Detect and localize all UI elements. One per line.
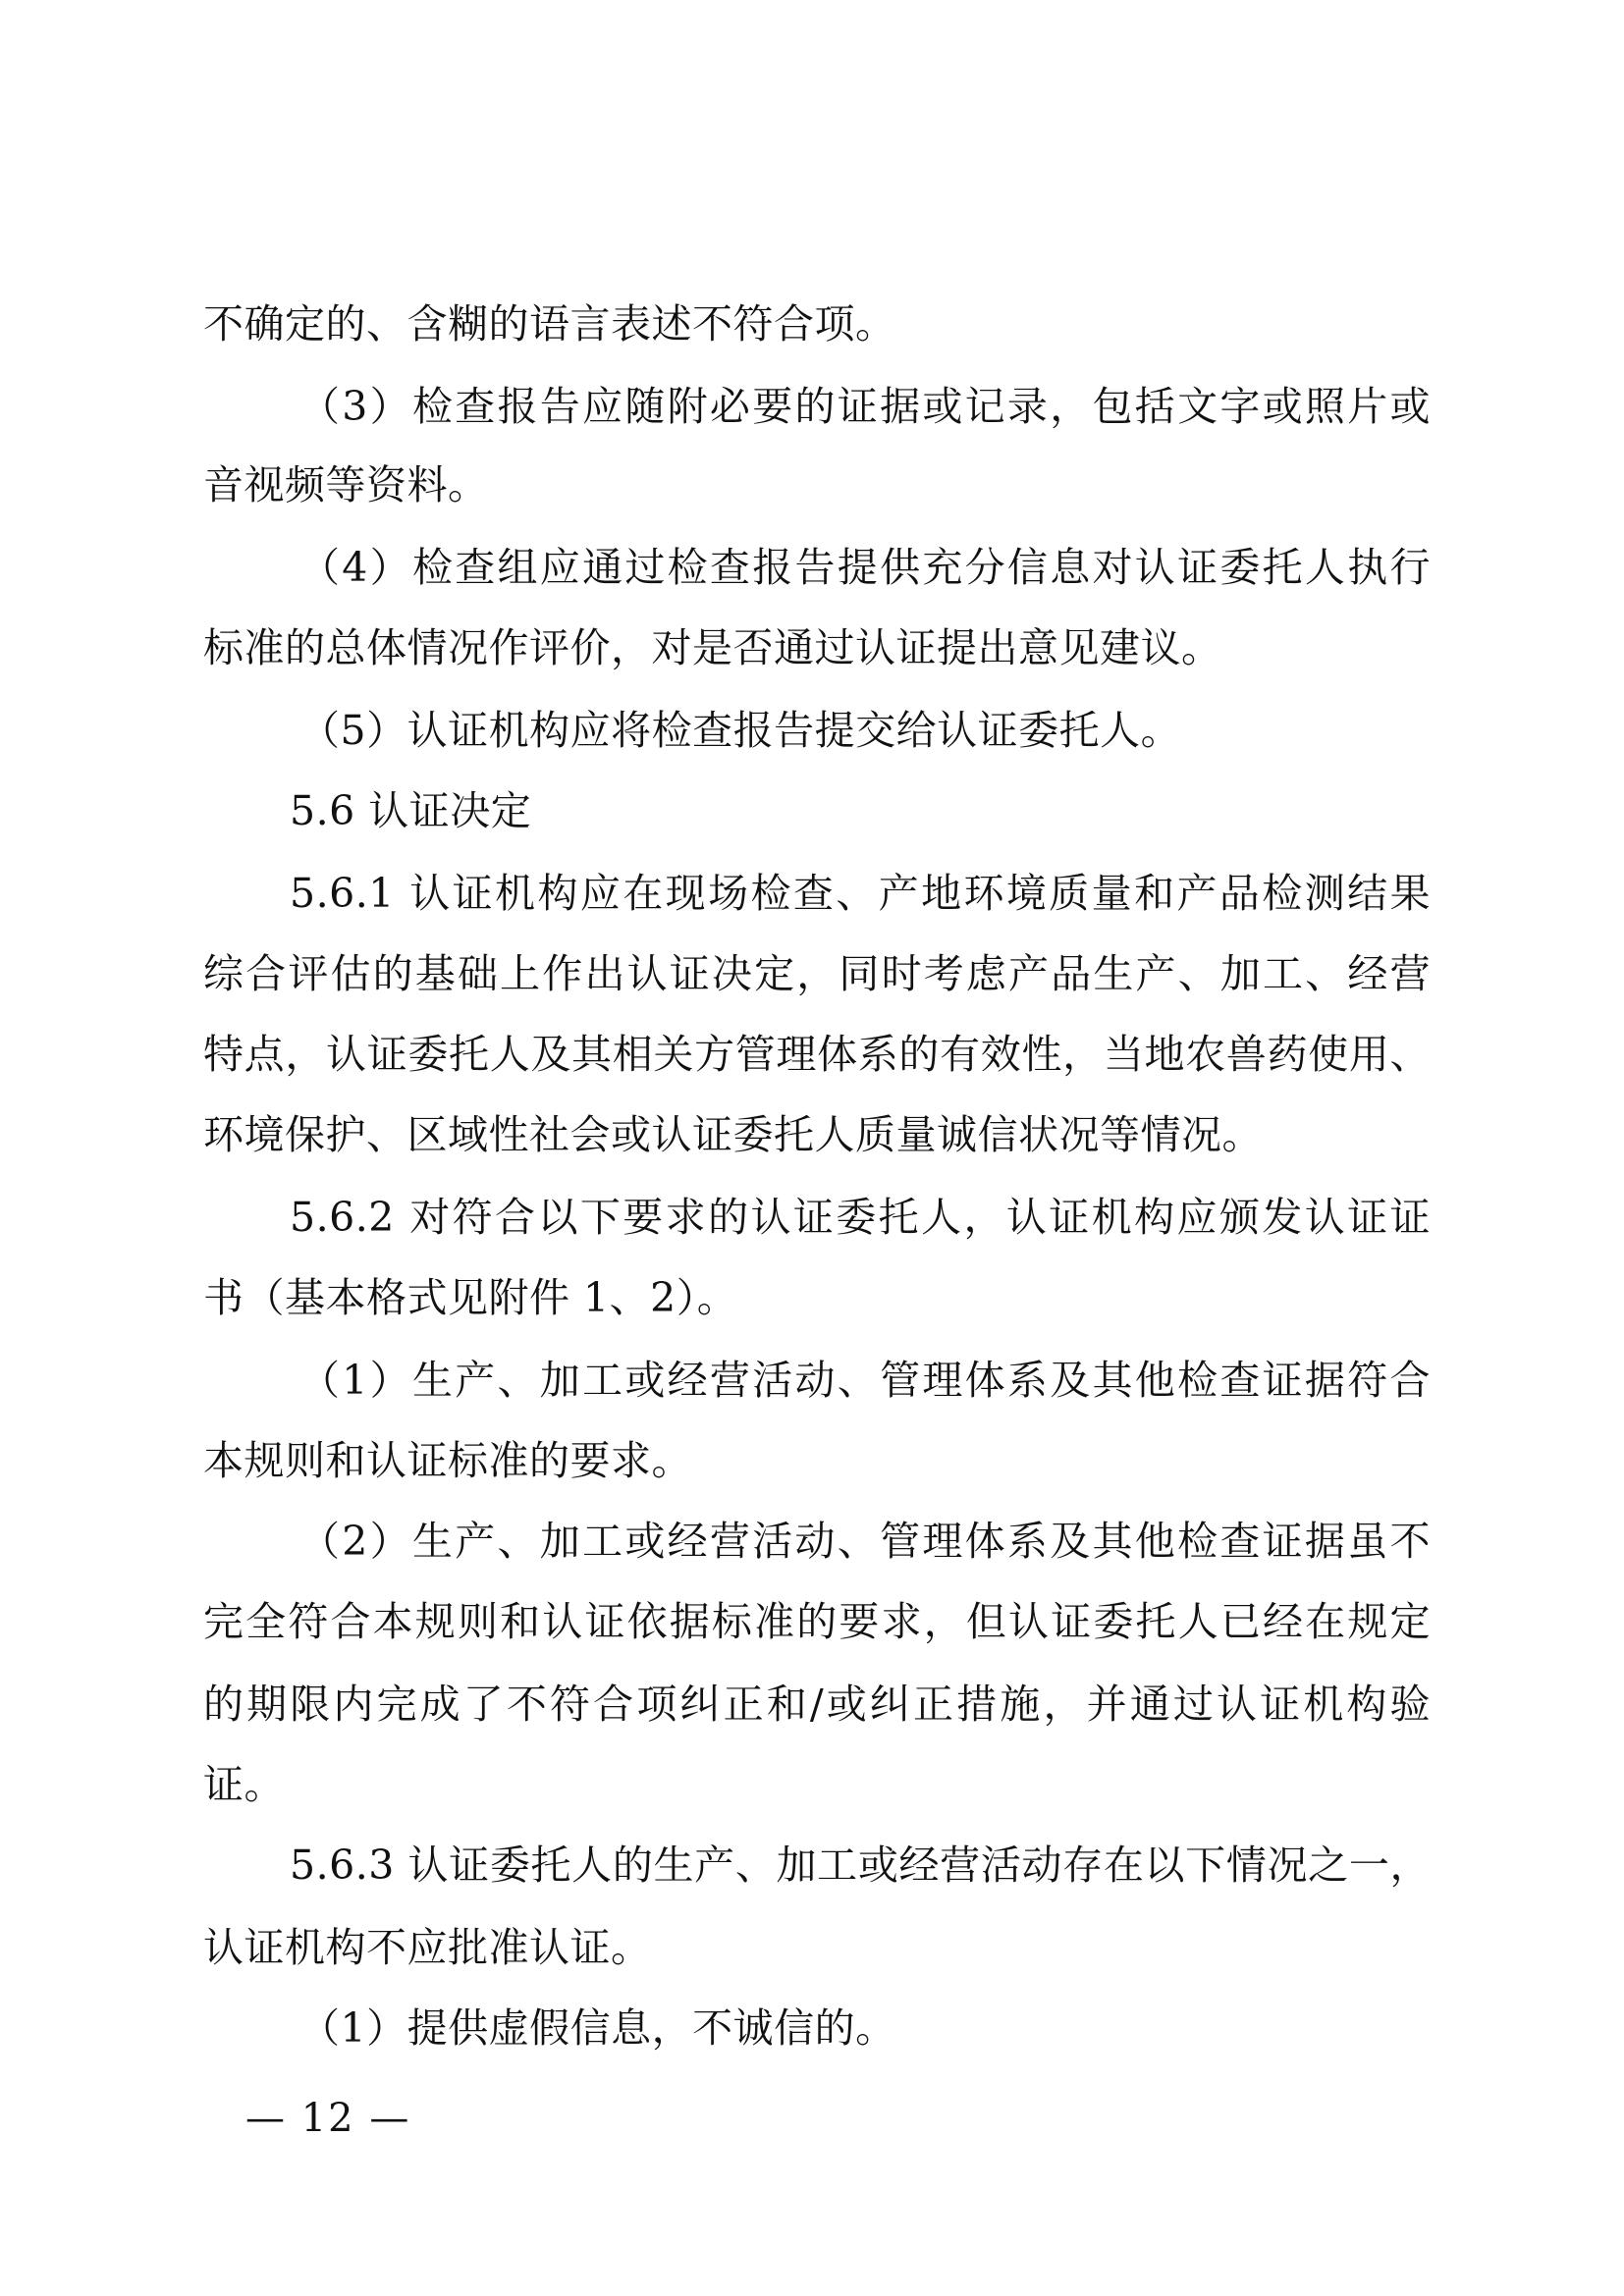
text-line: 音视频等资料。 — [203, 461, 489, 508]
text-line: 环境保护、区域性社会或认证委托人质量诚信状况等情况。 — [203, 1111, 1263, 1158]
text-line: 本规则和认证标准的要求。 — [203, 1437, 692, 1484]
text-line: 综合评估的基础上作出认证决定，同时考虑产品生产、加工、经营 — [203, 950, 1431, 997]
text-line: 证。 — [203, 1761, 285, 1808]
page-number: — 12 — — [245, 2096, 411, 2141]
text-line: 完全符合本规则和认证依据标准的要求，但认证委托人已经在规定 — [203, 1598, 1431, 1645]
text-line: （4）检查组应通过检查报告提供充分信息对认证委托人执行 — [299, 544, 1431, 591]
section-heading: 5.6 认证决定 — [290, 787, 532, 834]
text-line: 特点，认证委托人及其相关方管理体系的有效性，当地农兽药使用、 — [203, 1031, 1431, 1078]
text-line: 不确定的、含糊的语言表述不符合项。 — [203, 300, 896, 347]
text-line: 5.6.3 认证委托人的生产、加工或经营活动存在以下情况之一， — [290, 1842, 1431, 1889]
text-line: 认证机构不应批准认证。 — [203, 1924, 652, 1971]
text-line: （1）提供虚假信息，不诚信的。 — [299, 2004, 896, 2052]
text-line: 标准的总体情况作评价，对是否通过认证提出意见建议。 — [203, 624, 1222, 671]
text-line: 5.6.2 对符合以下要求的认证委托人，认证机构应颁发认证证 — [290, 1194, 1431, 1241]
text-line: （1）生产、加工或经营活动、管理体系及其他检查证据符合 — [299, 1357, 1431, 1404]
text-line: 的期限内完成了不符合项纠正和/或纠正措施，并通过认证机构验 — [203, 1681, 1431, 1728]
text-line: 5.6.1 认证机构应在现场检查、产地环境质量和产品检测结果 — [290, 870, 1431, 917]
text-line: （5）认证机构应将检查报告提交给认证委托人。 — [299, 707, 1182, 754]
text-line: 书（基本格式见附件 1、2）。 — [203, 1274, 738, 1321]
text-line: （3）检查报告应随附必要的证据或记录，包括文字或照片或 — [299, 383, 1431, 430]
text-line: （2）生产、加工或经营活动、管理体系及其他检查证据虽不 — [299, 1518, 1431, 1565]
